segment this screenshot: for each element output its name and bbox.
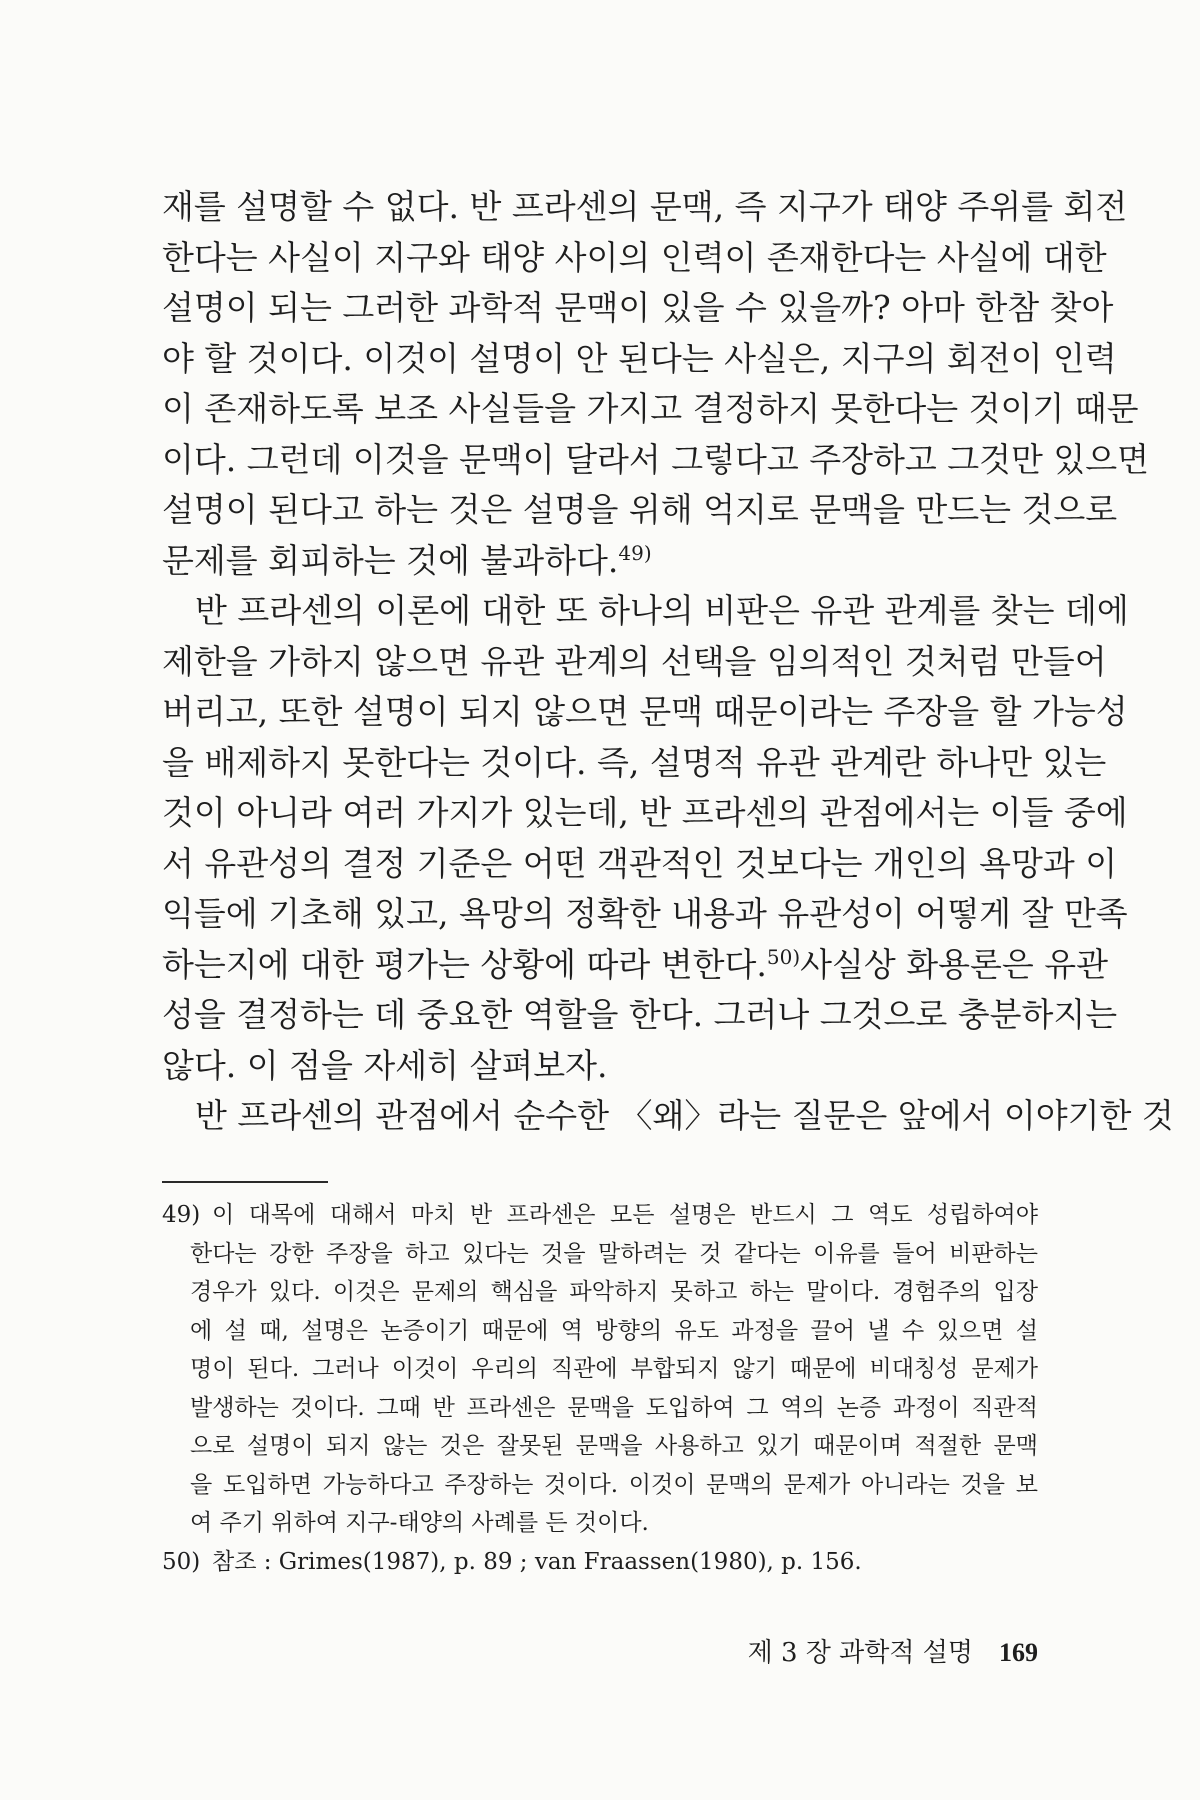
- footnotes: [162, 1196, 1038, 1581]
- footnote-ref-49[interactable]: 49): [618, 540, 652, 565]
- text-line: 서 유관성의 결정 기준은 어떤 객관적인 것보다는 개인의 욕망과 이: [162, 843, 1118, 883]
- footnote-line: 을 도입하면 가능하다고 주장하는 것이다. 이것이 문맥의 문제가 아니라는 것을 보: [190, 1471, 1038, 1498]
- footnote-line: 에 설 때, 설명은 논증이기 때문에 역 방향의 유도 과정을 끌어 낼 수 있으면 설: [190, 1317, 1038, 1344]
- footnote-line: 명이 된다. 그러나 이것이 우리의 직관에 부합되지 않기 때문에 비대칭성 문제가: [190, 1356, 1038, 1382]
- main-text: [162, 182, 1174, 1142]
- text-line: 이 존재하도록 보조 사실들을 가지고 결정하지 못한다는 것이기 때문: [162, 389, 1139, 428]
- footnote-ref-50[interactable]: 50): [766, 944, 801, 969]
- footnote-number: 49): [162, 1202, 201, 1228]
- footnote-line: 이 대목에 대해서 마치 반 프라센은 모든 설명은 반드시 그 역도 성립하여야: [212, 1202, 1038, 1228]
- text-line: 익들에 기초해 있고, 욕망의 정확한 내용과 유관성이 어떻게 잘 만족: [162, 894, 1128, 933]
- footnote-line: 여 주기 위하여 지구-태양의 사례를 든 것이다.: [190, 1510, 649, 1536]
- text-line: 반 프라센의 관점에서 순수한 〈왜〉라는 질문은 앞에서 이야기한 것: [195, 1096, 1174, 1135]
- text-line: 을 배제하지 못한다는 것이다. 즉, 설명적 유관 관계란 하나만 있는: [162, 742, 1107, 782]
- footnote-line: 으로 설명이 되지 않는 것은 잘못된 문맥을 사용하고 있기 때문이며 적절한 문맥: [190, 1433, 1038, 1459]
- text-line: 설명이 되는 그러한 과학적 문맥이 있을 수 있을까? 아마 한참 찾아: [162, 288, 1114, 327]
- footnote-reference-text: 참조 : Grimes(1987), p. 89 ; van Fraassen(1980), p. 156.: [212, 1548, 862, 1575]
- text-line: 문제를 회피하는 것에 불과하다.: [162, 540, 619, 580]
- text-line: 하는지에 대한 평가는 상황에 따라 변한다.: [162, 944, 767, 984]
- text-line: 반 프라센의 이론에 대한 또 하나의 비판은 유관 관계를 찾는 데에: [195, 591, 1129, 630]
- footnote-line: 발생하는 것이다. 그때 반 프라센은 문맥을 도입하여 그 역의 논증 과정이 직관적: [190, 1394, 1038, 1421]
- page-number: 169: [999, 1638, 1038, 1667]
- text-line: 성을 결정하는 데 중요한 역할을 한다. 그러나 그것으로 충분하지는: [162, 995, 1118, 1034]
- footnote-number: 50): [162, 1548, 201, 1575]
- text-line-with-ref: [162, 536, 1038, 587]
- text-line: 것이 아니라 여러 가지가 있는데, 반 프라센의 관점에서는 이들 중에: [162, 793, 1128, 832]
- footnote-line: 경우가 있다. 이것은 문제의 핵심을 파악하지 못하고 하는 말이다. 경험주의 입장: [190, 1279, 1038, 1305]
- text-line: 설명이 된다고 하는 것은 설명을 위해 억지로 문맥을 만드는 것으로: [162, 490, 1118, 529]
- footnote-line: 한다는 강한 주장을 하고 있다는 것을 말하려는 것 같다는 이유를 들어 비판하는: [190, 1240, 1038, 1267]
- running-footer: [748, 1632, 1038, 1669]
- text-line: 이다. 그런데 이것을 문맥이 달라서 그렇다고 주장하고 그것만 있으면: [162, 439, 1149, 479]
- text-line: 버리고, 또한 설명이 되지 않으면 문맥 때문이라는 주장을 할 가능성: [162, 692, 1128, 731]
- text-line: 한다는 사실이 지구와 태양 사이의 인력이 존재한다는 사실에 대한: [162, 237, 1107, 277]
- text-line: 야 할 것이다. 이것이 설명이 안 된다는 사실은, 지구의 회전이 인력: [162, 338, 1117, 378]
- text-line: 않다. 이 점을 자세히 살펴보자.: [162, 1045, 608, 1085]
- footnote-50: [162, 1543, 1038, 1582]
- text-line: 제한을 가하지 않으면 유관 관계의 선택을 임의적인 것처럼 만들어: [162, 641, 1107, 681]
- text-line: 사실상 화용론은 유관: [800, 944, 1109, 984]
- chapter-title: 제 3 장 과학적 설명: [747, 1638, 973, 1668]
- text-line: 재를 설명할 수 없다. 반 프라센의 문맥, 즉 지구가 태양 주위를 회전: [162, 187, 1128, 226]
- footnote-49: [162, 1196, 1038, 1543]
- text-line-with-ref: [162, 940, 1109, 991]
- footnote-divider: [162, 1181, 328, 1183]
